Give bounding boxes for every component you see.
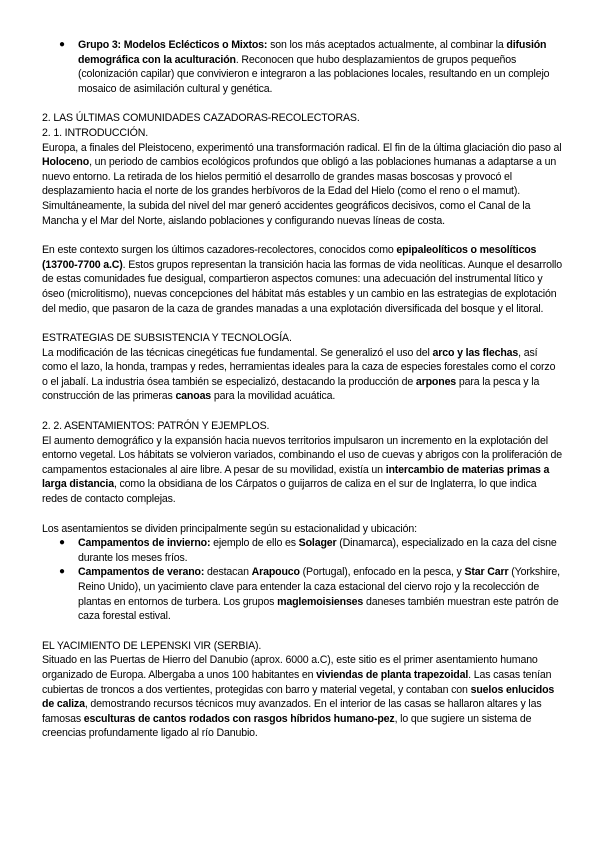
bullet-marker: ● xyxy=(59,39,65,50)
subsection-heading: 2. 1. INTRODUCCIÓN. xyxy=(42,126,149,139)
body-text: (Portugal), enfocado en la pesca, y xyxy=(299,566,465,579)
bold-text: epipaleolíticos o mesolíticos (13700-7700 a.C) xyxy=(42,244,537,271)
bold-text: Star Carr xyxy=(464,566,509,579)
bullet-summer-camps xyxy=(42,565,562,623)
section-heading: 2. LAS ÚLTIMAS COMUNIDADES CAZADORAS-RECOLECTORAS. xyxy=(42,112,360,125)
body-text: (Yorkshire, Reino Unido), un yacimiento clave para entender la caza estacional del ciervo rojo y la recolección de plantas en entornos de turbera. Los grupos xyxy=(78,566,560,608)
body-text: , un periodo de cambios ecológicos profundos que obligó a las poblaciones humanas a adaptarse a un nuevo entorno. La retirada de los hielos permitió el desarrollo de grandes masas boscosas y provocó el desplazamiento hacia el norte de los grandes herbívoros de la Edad del Hielo (como el reno o el mamut). Simultáneamente, la subida del nivel del mar generó accidentes geográficos decisivos, como el Canal de la Mancha y el Mar del Norte, aislando poblaciones y configurando nuevas líneas de costa. xyxy=(42,156,557,227)
bold-text: Campamentos de invierno: xyxy=(78,537,211,550)
paragraph-strategies xyxy=(42,346,562,404)
body-text: La modificación de las técnicas cinegéticas fue fundamental. Se generalizó el uso del xyxy=(42,346,433,359)
document-page xyxy=(42,38,562,741)
bullet-marker: ● xyxy=(59,566,65,578)
bold-text: Grupo 3: Modelos Eclécticos o Mixtos: xyxy=(78,39,268,51)
bold-text: esculturas de cantos rodados con rasgos híbridos humano-pez xyxy=(83,712,395,725)
section-heading: ESTRATEGIAS DE SUBSISTENCIA Y TECNOLOGÍA. xyxy=(42,332,292,345)
bullet-grupo-3 xyxy=(42,38,562,96)
body-text: . Estos grupos representan la transición hacia las formas de vida neolíticas. Aunque el desarrollo de estas comunidades fue desigual, compartieron aspectos comunes: una adecuación del instrumental lítico y óseo (microlitismo), nuevas concepciones del hábitat más estables y un cambio en las estrategias de explotación del medio, que pasaron de la caza de grandes manadas a una explotación diversificada del bosque y el litoral. xyxy=(42,258,562,315)
body-text: . Las casas tenían cubiertas de troncos a dos vertientes, protegidas con barro y material vegetal, y contaban con xyxy=(42,668,552,696)
body-text: , demostrando recursos técnicos muy avanzados. En el interior de las casas se hallaron altares y las famosas xyxy=(42,698,542,725)
body-text: Situado en las Puertas de Hierro del Danubio (aprox. 6000 a.C), este sitio es el primer asentamiento humano organizado de Europa. Albergaba a unos 100 habitantes en xyxy=(42,654,538,681)
bold-text: difusión demográfica con la aculturación xyxy=(78,39,547,66)
bold-text: Arapouco xyxy=(251,566,300,579)
paragraph-lepenski-vir xyxy=(42,653,562,741)
body-text: destacan xyxy=(204,566,252,579)
paragraph-settlement-types: Los asentamientos se dividen principalmente según su estacionalidad y ubicación: xyxy=(42,522,417,535)
bullet-winter-camps xyxy=(42,536,562,565)
bold-text: arco y las flechas xyxy=(432,346,519,359)
body-text: El aumento demográfico y la expansión hacia nuevos territorios impulsaron un incremento en la explotación del entorno vegetal. Los hábitats se volvieron variados, combinando el uso de cuevas y abrigos con la proliferación de campamentos estacionales al aire libre. A pesar de su movilidad, existía un xyxy=(42,434,562,476)
body-text: para la movilidad acuática. xyxy=(211,390,336,403)
body-text: daneses también muestran este patrón de caza forestal estival. xyxy=(78,595,559,623)
body-text: , lo que sugiere un sistema de creencias profundamente ligado al río Danubio. xyxy=(42,712,532,740)
body-text: En este contexto surgen los últimos cazadores-recolectores, conocidos como xyxy=(42,244,397,257)
body-text: . Reconocen que hubo desplazamientos de grupos pequeños (colonización capilar) que convivieron e integraron a las poblaciones locales, resultando en un complejo mosaico de asimilación cultural y genética. xyxy=(78,53,550,95)
bold-text: Campamentos de verano: xyxy=(78,566,205,579)
bold-text: canoas xyxy=(175,390,212,403)
body-text: ejemplo de ello es xyxy=(210,537,299,550)
bold-text: suelos enlucidos de caliza xyxy=(42,683,555,711)
bullet-marker: ● xyxy=(59,537,65,549)
paragraph-introduction xyxy=(42,141,562,229)
body-text: (Dinamarca), especializado en la caza del cisne durante los meses fríos. xyxy=(78,537,557,564)
bold-text: arpones xyxy=(415,375,457,388)
bold-text: intercambio de materias primas a larga distancia xyxy=(42,463,550,491)
bold-text: viviendas de planta trapezoidal xyxy=(316,668,469,681)
body-text: para la pesca y la construcción de las primeras xyxy=(42,375,540,403)
subsection-heading: 2. 2. ASENTAMIENTOS: PATRÓN Y EJEMPLOS. xyxy=(42,420,270,433)
body-text: Europa, a finales del Pleistoceno, experimentó una transformación radical. El fin de la última glaciación dio paso al xyxy=(42,141,562,154)
body-text: , como la obsidiana de los Cárpatos o guijarros de caliza en el sur de Inglaterra, lo que indica redes de contacto complejas. xyxy=(42,478,537,506)
bold-text: Solager xyxy=(298,537,337,550)
bold-text: maglemoisienses xyxy=(277,595,364,608)
paragraph-settlements xyxy=(42,434,562,507)
bold-text: Holoceno xyxy=(42,156,90,169)
section-heading: EL YACIMIENTO DE LEPENSKI VIR (SERBIA). xyxy=(42,639,262,652)
body-text: son los más aceptados actualmente, al combinar la xyxy=(267,39,507,51)
body-text: , así como el lazo, la honda, trampas y redes, herramientas ideales para la caza de especies forestales como el corzo o el jabalí. La industria ósea también se especializó, destacando la producción de xyxy=(42,346,556,388)
paragraph-context xyxy=(42,243,562,316)
